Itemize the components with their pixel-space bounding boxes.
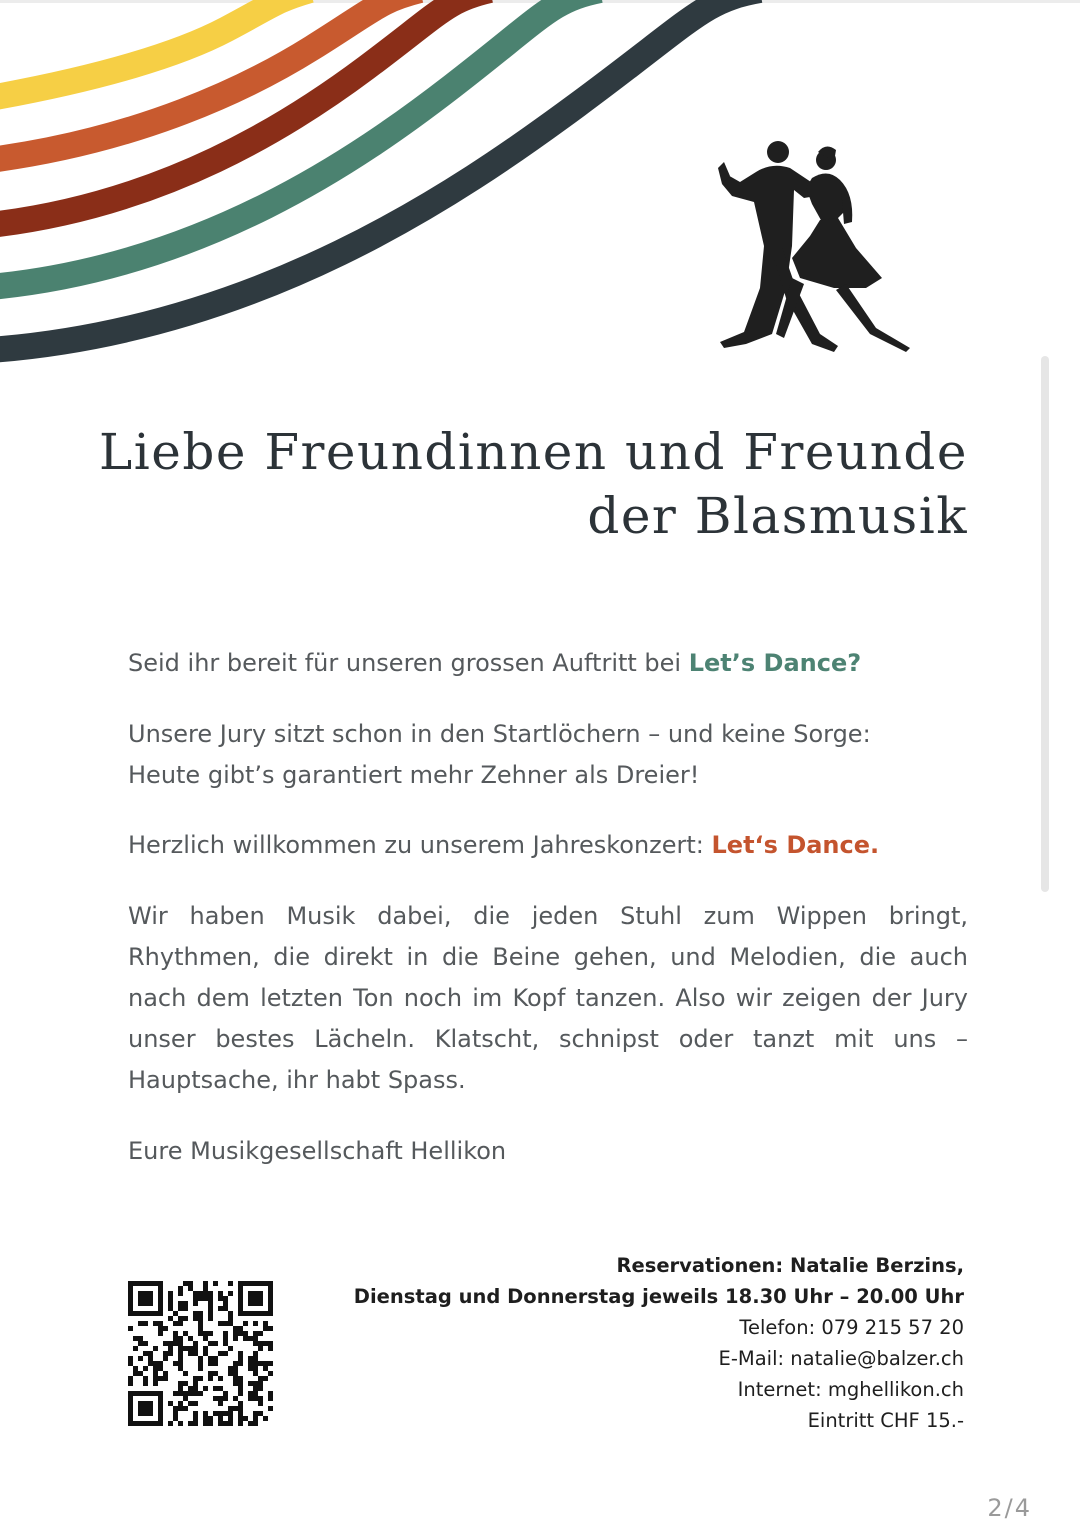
paragraph-welcome — [128, 825, 968, 866]
title-line-1: Liebe Freundinnen und Freunde — [99, 423, 968, 481]
welcome-highlight: Let‘s Dance. — [711, 831, 880, 859]
dancing-couple-icon — [716, 138, 916, 354]
signature: Eure Musikgesellschaft Hellikon — [128, 1137, 507, 1165]
phone-line: Telefon: 079 215 57 20 — [739, 1316, 964, 1339]
email-line[interactable]: E-Mail: natalie@balzer.ch — [718, 1347, 964, 1370]
decorative-ribbons — [0, 0, 1080, 380]
intro-text: Seid ihr bereit für unseren grossen Auftritt bei — [128, 649, 689, 677]
page-number: 2/4 — [987, 1494, 1032, 1522]
scrollbar[interactable] — [1041, 356, 1049, 892]
website-line[interactable]: Internet: mghellikon.ch — [737, 1378, 964, 1401]
welcome-text: Herzlich willkommen zu unserem Jahreskonzert: — [128, 831, 712, 859]
reservations-line: Reservationen: Natalie Berzins, — [616, 1254, 964, 1277]
intro-highlight: Let’s Dance? — [688, 649, 862, 677]
paragraph-music: Wir haben Musik dabei, die jeden Stuhl zum Wippen bringt, Rhythmen, die direkt in die Beine gehen, und Melodien, die auch nach dem letzten Ton noch im Kopf tanzen. Also wir zeigen der Jury unser bestes Lächeln. Klatscht, schnipst oder tanzt mit uns – Hauptsache, ihr habt Spass. — [128, 902, 968, 1094]
paragraph-jury — [128, 714, 968, 796]
title-line-2: der Blasmusik — [587, 487, 968, 545]
contact-block — [354, 1250, 964, 1436]
qr-code-icon — [128, 1281, 273, 1426]
jury-line-1: Unsere Jury sitzt schon in den Startlöchern – und keine Sorge: — [128, 720, 871, 748]
paragraph-intro — [128, 643, 968, 684]
entry-price: Eintritt CHF 15.- — [807, 1409, 964, 1432]
reservation-times: Dienstag und Donnerstag jeweils 18.30 Uhr – 20.00 Uhr — [353, 1285, 964, 1308]
page-title — [99, 420, 968, 548]
jury-line-2: Heute gibt’s garantiert mehr Zehner als Dreier! — [128, 761, 700, 789]
